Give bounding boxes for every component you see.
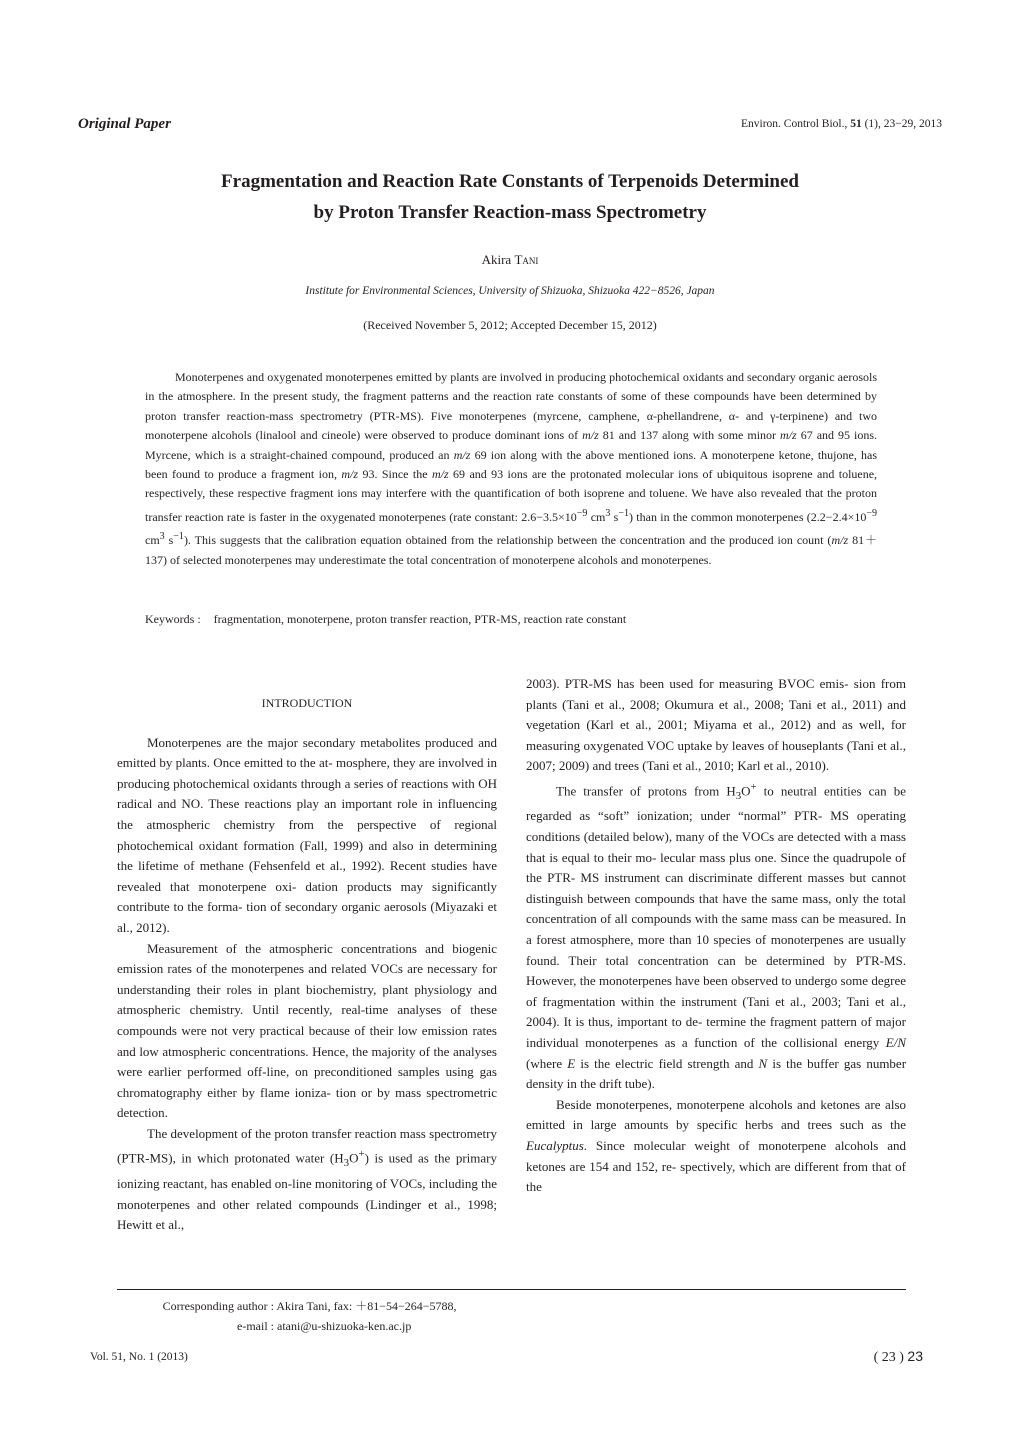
body-paragraph: The development of the proton transfer reaction mass spectrometry (PTR-MS), in which protonated water $(H_3O^+)$ is used as the primary ionizing reactant, has enabled on-line monitoring of VOCs, including the monoterpenes and other related compounds (Lindinger et al., 1998; Hewitt et al.,	[117, 1125, 497, 1233]
title-line-2: by Proton Transfer Reaction-mass Spectrometry	[313, 202, 707, 223]
keywords	[145, 612, 877, 627]
author	[0, 252, 1020, 268]
author-family-name: Tani	[514, 252, 539, 267]
keywords-label: Keywords :	[145, 612, 201, 626]
footer-volume: Vol. 51, No. 1 (2013)	[90, 1351, 188, 1363]
body-column-right	[526, 674, 906, 1198]
citation-rest: (1), 23−29, 2013	[864, 118, 942, 130]
page-number: 23	[907, 1348, 923, 1364]
body-column-left	[117, 674, 497, 1236]
author-given-name: Akira	[481, 252, 512, 267]
received-dates: (Received November 5, 2012; Accepted December 15, 2012)	[363, 318, 657, 332]
footer-page	[874, 1348, 923, 1366]
page-number-parenthesized: ( 23 )	[873, 1350, 904, 1365]
title-line-1: Fragmentation and Reaction Rate Constants of Terpenoids Determined	[221, 171, 799, 192]
corresponding-author	[130, 1296, 457, 1336]
section-heading: INTRODUCTION	[261, 696, 353, 710]
keywords-text: fragmentation, monoterpene, proton transfer reaction, PTR-MS, reaction rate constant	[213, 612, 627, 626]
body-paragraph: The transfer of protons from $H_3O^+$ to neutral entities can be regarded as “soft” ionization; under “normal” PTR- MS operating conditions (detailed below), many of the VOCs are detected with a mass that is equal to their mo- lecular mass plus one. Since the quadrupole of the PTR- MS instrument can discriminate different masses but cannot distinguish between compounds that have the same mass, only the total concentration of all compounds with the same mass can be measured. In a forest atmosphere, more than 10 species of monoterpenes are usually found. Their total concentration can be determined by PTR-MS. However, the monoterpenes have been observed to undergo some degree of fragmentation within the instrument (Tani et al., 2003; Tani et al., 2004). It is thus, important to de- termine the fragment pattern of major individual monoterpenes as a function of the collisional energy E/N (where E is the electric field strength and N is the buffer gas number density in the drift tube).	[526, 780, 907, 1092]
affiliation: Institute for Environmental Sciences, University of Shizuoka, Shizuoka 422−8526, Japan	[305, 285, 715, 297]
abstract-paragraph: Monoterpenes and oxygenated monoterpenes emitted by plants are involved in producing photochemical oxidants and secondary organic aerosols in the atmosphere. In the present study, the fragment patterns and the reaction rate constants of some of these compounds have been determined by proton transfer reaction-mass spectrometry (PTR-MS). Five monoterpenes (myrcene, camphene, α-phellandrene, α- and γ-terpinene) and two monoterpene alcohols (linalool and cineole) were observed to produce dominant ions of m/z 81 and 137 along with some minor m/z 67 and 95 ions. Myrcene, which is a straight-chained compound, produced an m/z 69 ion along with the above mentioned ions. A monoterpene ketone, thujone, has been found to produce a fragment ion, m/z 93. Since the m/z 69 and 93 ions are the protonated molecular ions of ubiquitous isoprene and toluene, respectively, these respective fragment ions may interfere with the quantification of both isoprene and toluene. We have also revealed that the proton transfer reaction rate is faster in the oxygenated monoterpenes (rate constant: $2.6-3.5\times 10^{-9}$ $cm^3$ $s^{-1}$) than in the common monoterpenes ($2.2-2.4\times 10^{-9}$ $cm^3$ $s^{-1}$). This suggests that the calibration equation obtained from the relationship between the concentration and the produced ion count (m/z 81＋137) of selected monoterpenes may underestimate the total concentration of monoterpene alcohols and monoterpenes.	[145, 370, 878, 567]
paper-type-label: Original Paper	[78, 116, 171, 132]
abstract	[145, 368, 877, 570]
journal-citation	[741, 118, 942, 130]
body-paragraph: Measurement of the atmospheric concentrations and biogenic emission rates of the monoterpenes and related VOCs are necessary for understanding their roles in plant biochemistry, plant physiology and atmospheric chemistry. Until recently, real-time analyses of these compounds were not very practical because of their low emission rates and low atmospheric concentrations. Hence, the majority of the analyses were earlier performed off-line, on preconditioned samples using gas chromatography either by flame ioniza- tion or by mass spectrometric detection.	[117, 940, 497, 1121]
footnote-rule	[117, 1289, 906, 1290]
citation-volume: 51	[850, 118, 862, 130]
paper-title	[100, 166, 920, 228]
footnote-label: Corresponding author :	[162, 1299, 274, 1313]
body-paragraph: 2003). PTR-MS has been used for measuring BVOC emis- sion from plants (Tani et al., 2008; Okumura et al., 2008; Tani et al., 2011) and vegetation (Karl et al., 2001; Miyama et al., 2012) and as well, for measuring oxygenated VOC uptake by leaves of houseplants (Tani et al., 2007; 2009) and trees (Tani et al., 2010; Karl et al., 2010).	[526, 676, 906, 774]
email-label: e-mail :	[237, 1319, 274, 1333]
email-address: atani@u-shizuoka-ken.ac.jp	[277, 1319, 412, 1333]
footnote-contact: Akira Tani, fax: ＋81−54−264−5788,	[276, 1299, 457, 1313]
body-paragraph: Beside monoterpenes, monoterpene alcohols and ketones are also emitted in large amounts by specific herbs and trees such as the Eucalyptus. Since molecular weight of monoterpene alcohols and ketones are 154 and 152, re- spectively, which are different from that of the	[526, 1096, 906, 1195]
body-paragraph: Monoterpenes are the major secondary metabolites produced and emitted by plants. Once emitted to the at- mosphere, they are involved in producing photochemical oxidants through a series of reactions with OH radical and NO. These reactions play an important role in influencing the atmospheric chemistry from the perspective of regional photochemical oxidant formation (Fall, 1999) and also in determining the lifetime of methane (Fehsenfeld et al., 1992). Recent studies have revealed that monoterpene oxi- dation products may significantly contribute to the forma- tion of secondary organic aerosols (Miyazaki et al., 2012).	[117, 734, 497, 935]
citation-journal: Environ. Control Biol.,	[740, 118, 848, 130]
